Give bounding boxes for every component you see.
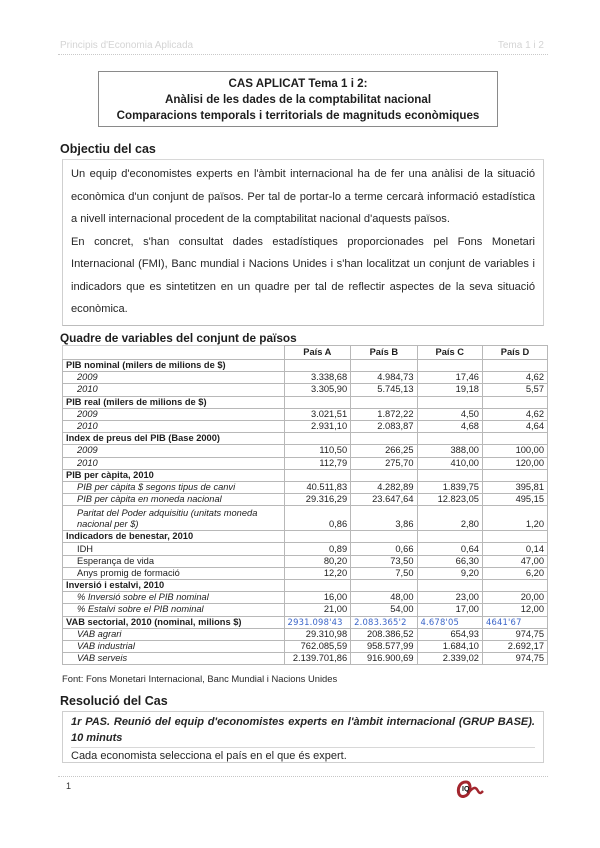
table-heading: Quadre de variables del conjunt de països (60, 331, 297, 345)
value-cell: 4,62 (482, 372, 547, 384)
value-cell: 7,50 (351, 567, 417, 579)
value-cell: 110,50 (284, 445, 351, 457)
column-header: País D (482, 346, 547, 360)
value-cell (482, 396, 547, 408)
value-cell: 2.692,17 (482, 640, 547, 652)
table-row (63, 445, 548, 457)
value-cell: 66,30 (417, 555, 482, 567)
value-cell: 2.339,02 (417, 653, 482, 665)
logo-text: IQ (462, 786, 470, 793)
value-cell: 29.316,29 (284, 494, 351, 506)
row-label: Anys promig de formació (63, 567, 285, 579)
value-cell: 1.839,75 (417, 481, 482, 493)
value-cell (351, 360, 417, 372)
page-header (58, 38, 548, 55)
table-group-row (63, 469, 548, 481)
table-group-row (63, 360, 548, 372)
table-row (63, 384, 548, 396)
value-cell: 395,81 (482, 481, 547, 493)
table-row (63, 640, 548, 652)
value-cell (351, 580, 417, 592)
table-group-row (63, 580, 548, 592)
title-line-2: Anàlisi de les dades de la comptabilitat nacional (164, 93, 432, 106)
row-label: VAB agrari (63, 628, 285, 640)
row-label: 2009 (63, 445, 285, 457)
variables-table (62, 345, 548, 665)
value-cell: 16,00 (284, 592, 351, 604)
row-label: Paritat del Poder adquisitiu (unitats moneda nacional per $) (63, 506, 285, 531)
value-cell (417, 360, 482, 372)
handwritten-total-cell: 4.678'05 (417, 616, 482, 628)
handwritten-total-cell: 2931.098'43 (284, 616, 351, 628)
objective-paragraph-2: En concret, s'han consultat dades estadístiques proporcionades pel Fons Monetari Internacional (FMI), Banc mundial i Nacions Unides i s'han localitzat un conjunt de variables i indicadors que es sintetitzen en un quadre per tal de reflectir aspectes de la seva situació econòmica. (71, 235, 535, 315)
row-label: VAB industrial (63, 640, 285, 652)
value-cell (482, 360, 547, 372)
value-cell: 275,70 (351, 457, 417, 469)
table-row (63, 653, 548, 665)
footer-divider (58, 776, 548, 777)
table-group-row (63, 616, 548, 628)
value-cell: 208.386,52 (351, 628, 417, 640)
value-cell (284, 580, 351, 592)
value-cell: 54,00 (351, 604, 417, 616)
table-group-row (63, 531, 548, 543)
row-label: 2010 (63, 384, 285, 396)
row-label: 2009 (63, 408, 285, 420)
table-row (63, 567, 548, 579)
column-header: País C (417, 346, 482, 360)
row-label: 2010 (63, 420, 285, 432)
value-cell: 1,20 (482, 506, 547, 531)
value-cell: 9,20 (417, 567, 482, 579)
value-cell (482, 469, 547, 481)
value-cell: 4.984,73 (351, 372, 417, 384)
value-cell: 3.305,90 (284, 384, 351, 396)
value-cell: 5.745,13 (351, 384, 417, 396)
table-row (63, 592, 548, 604)
table-row (63, 372, 548, 384)
table-row (63, 408, 548, 420)
value-cell: 4,68 (417, 420, 482, 432)
value-cell (284, 396, 351, 408)
table-group-row (63, 433, 548, 445)
value-cell: 2,80 (417, 506, 482, 531)
value-cell: 958.577,99 (351, 640, 417, 652)
value-cell: 6,20 (482, 567, 547, 579)
row-label: IDH (63, 543, 285, 555)
value-cell: 20,00 (482, 592, 547, 604)
table-row (63, 604, 548, 616)
value-cell: 21,00 (284, 604, 351, 616)
value-cell: 40.511,83 (284, 481, 351, 493)
value-cell: 495,15 (482, 494, 547, 506)
table-row (63, 628, 548, 640)
row-label: Esperança de vida (63, 555, 285, 567)
value-cell: 47,00 (482, 555, 547, 567)
step-text: Cada economista selecciona el país en el que és expert. (71, 750, 347, 762)
value-cell (417, 433, 482, 445)
value-cell: 1.872,22 (351, 408, 417, 420)
resolution-heading: Resolució del Cas (60, 694, 168, 708)
column-header: País B (351, 346, 417, 360)
topic-label: Tema 1 i 2 (497, 40, 544, 51)
column-header: País A (284, 346, 351, 360)
table-body (63, 360, 548, 665)
row-label: Index de preus del PIB (Base 2000) (63, 433, 285, 445)
value-cell: 1.684,10 (417, 640, 482, 652)
institution-logo-icon (456, 779, 484, 799)
handwritten-total-cell: 4641'67 (482, 616, 547, 628)
row-label: PIB per càpita, 2010 (63, 469, 285, 481)
row-label: PIB nominal (milers de milions de $) (63, 360, 285, 372)
value-cell (284, 469, 351, 481)
row-label: VAB serveis (63, 653, 285, 665)
row-label: % Estalvi sobre el PIB nominal (63, 604, 285, 616)
value-cell: 0,66 (351, 543, 417, 555)
table-row (63, 506, 548, 531)
value-cell (482, 433, 547, 445)
value-cell: 23,00 (417, 592, 482, 604)
value-cell: 0,89 (284, 543, 351, 555)
value-cell (284, 360, 351, 372)
handwritten-total-cell: 2.083.365'2 (351, 616, 417, 628)
value-cell (351, 396, 417, 408)
value-cell: 29.310,98 (284, 628, 351, 640)
step-title: 1r PAS. Reunió del equip d'economistes experts en l'àmbit internacional (GRUP BASE). 10 minuts (71, 714, 535, 748)
title-line-3: Comparacions temporals i territorials de magnituds econòmiques (116, 109, 480, 122)
value-cell: 0,64 (417, 543, 482, 555)
table-header-blank (63, 346, 285, 360)
row-label: PIB per càpita en moneda nacional (63, 494, 285, 506)
value-cell: 654,93 (417, 628, 482, 640)
value-cell (417, 396, 482, 408)
table-row (63, 494, 548, 506)
row-label: PIB real (milers de milions de $) (63, 396, 285, 408)
table-source: Font: Fons Monetari Internacional, Banc Mundial i Nacions Unides (62, 673, 338, 684)
value-cell: 2.931,10 (284, 420, 351, 432)
course-name: Principis d'Economia Aplicada (60, 40, 194, 51)
value-cell (284, 433, 351, 445)
value-cell: 762.085,59 (284, 640, 351, 652)
objective-box (62, 159, 544, 326)
value-cell: 4,62 (482, 408, 547, 420)
title-box (98, 71, 498, 127)
value-cell: 410,00 (417, 457, 482, 469)
value-cell: 17,46 (417, 372, 482, 384)
table-row (63, 420, 548, 432)
step-box (62, 711, 544, 763)
value-cell: 4,64 (482, 420, 547, 432)
value-cell: 4,50 (417, 408, 482, 420)
value-cell: 974,75 (482, 628, 547, 640)
value-cell: 73,50 (351, 555, 417, 567)
value-cell: 974,75 (482, 653, 547, 665)
row-label: 2010 (63, 457, 285, 469)
value-cell (351, 469, 417, 481)
table-row (63, 555, 548, 567)
value-cell: 120,00 (482, 457, 547, 469)
table-row (63, 481, 548, 493)
value-cell (284, 531, 351, 543)
value-cell: 12,20 (284, 567, 351, 579)
value-cell (417, 469, 482, 481)
value-cell: 2.139.701,86 (284, 653, 351, 665)
value-cell: 80,20 (284, 555, 351, 567)
value-cell: 3.338,68 (284, 372, 351, 384)
value-cell: 4.282,89 (351, 481, 417, 493)
objective-heading: Objectiu del cas (60, 142, 156, 156)
table-header-row (63, 346, 548, 360)
value-cell: 19,18 (417, 384, 482, 396)
value-cell: 17,00 (417, 604, 482, 616)
value-cell (482, 531, 547, 543)
value-cell: 3.021,51 (284, 408, 351, 420)
row-label: Inversió i estalvi, 2010 (63, 580, 285, 592)
value-cell (351, 531, 417, 543)
value-cell (417, 531, 482, 543)
value-cell (482, 580, 547, 592)
table-row (63, 543, 548, 555)
value-cell: 916.900,69 (351, 653, 417, 665)
value-cell: 12.823,05 (417, 494, 482, 506)
value-cell: 100,00 (482, 445, 547, 457)
value-cell: 23.647,64 (351, 494, 417, 506)
value-cell: 2.083,87 (351, 420, 417, 432)
value-cell: 266,25 (351, 445, 417, 457)
row-label: Indicadors de benestar, 2010 (63, 531, 285, 543)
row-label: PIB per càpita $ segons tipus de canvi (63, 481, 285, 493)
objective-paragraph-1: Un equip d'economistes experts en l'àmbit internacional ha de fer una anàlisi de la situació econòmica d'un conjunt de països. Per tal de portar-lo a terme cercarà informació estadística a nivell internacional procedent de la comptabilitat nacional d'aquests països. (71, 168, 535, 225)
value-cell: 48,00 (351, 592, 417, 604)
row-label: VAB sectorial, 2010 (nominal, milions $) (63, 616, 285, 628)
value-cell: 5,57 (482, 384, 547, 396)
value-cell: 12,00 (482, 604, 547, 616)
value-cell (351, 433, 417, 445)
value-cell: 0,14 (482, 543, 547, 555)
value-cell: 3,86 (351, 506, 417, 531)
page-number: 1 (66, 781, 72, 791)
value-cell: 112,79 (284, 457, 351, 469)
value-cell (417, 580, 482, 592)
value-cell: 0,86 (284, 506, 351, 531)
title-line-1: CAS APLICAT Tema 1 i 2: (228, 77, 368, 90)
table-row (63, 457, 548, 469)
row-label: % Inversió sobre el PIB nominal (63, 592, 285, 604)
value-cell: 388,00 (417, 445, 482, 457)
row-label: 2009 (63, 372, 285, 384)
table-group-row (63, 396, 548, 408)
